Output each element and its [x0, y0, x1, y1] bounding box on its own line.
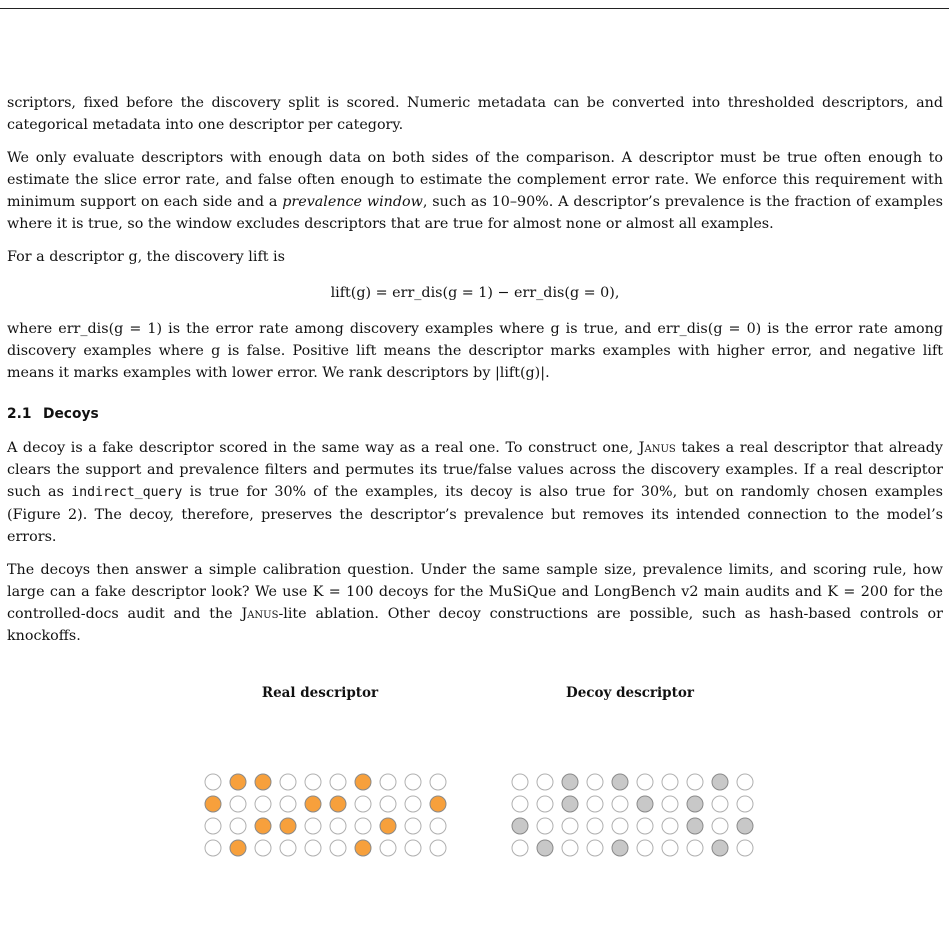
decoy-grid-dot-false [612, 796, 628, 812]
section-number: 2.1 [7, 406, 32, 422]
decoy-grid-dot-true [537, 840, 553, 856]
decoy-grid-dot-true [562, 774, 578, 790]
real-grid-dot-true [380, 818, 396, 834]
decoy-grid-dot-false [537, 818, 553, 834]
paragraph-6-text-b: -lite ablation. Other decoy constructions are possible, such as hash-based controls or knockoffs. [7, 606, 943, 644]
decoy-grid-dot-true [612, 840, 628, 856]
decoy-grid-dot-true [637, 796, 653, 812]
real-grid-dot-true [330, 796, 346, 812]
paragraph-2-text-a: We only evaluate descriptors with enough data on both sides of the comparison. A descriptor must be true often enough to estimate the slice error rate, and false often enough to estimate the complement error rate. We enforce this requirement with minimum support on each side and a [7, 150, 943, 210]
paragraph-5 [7, 437, 943, 548]
decoy-grid-dot-false [612, 818, 628, 834]
decoy-grid-dot-false [637, 774, 653, 790]
decoy-grid-dot-true [737, 818, 753, 834]
real-grid-dot-true [255, 774, 271, 790]
real-grid-dot-false [305, 774, 321, 790]
real-grid-dot-true [255, 818, 271, 834]
janus-lite-name: Janus [241, 606, 279, 622]
decoy-grid-dot-true [687, 796, 703, 812]
decoy-grid-dot-true [687, 818, 703, 834]
decoy-grid-dot-false [737, 774, 753, 790]
paragraph-1: scriptors, fixed before the discovery split is scored. Numeric metadata can be converted into thresholded descriptors, and categorical metadata into one descriptor per category. [7, 95, 943, 133]
decoy-grid-dot-false [512, 840, 528, 856]
decoy-grid-dot-true [512, 818, 528, 834]
decoy-grid-dot-true [712, 774, 728, 790]
real-grid-dot-false [380, 840, 396, 856]
real-grid-dot-false [430, 774, 446, 790]
real-grid-dot-false [205, 818, 221, 834]
lift-equation: lift(g) = err_dis(g = 1) − err_dis(g = 0), [330, 285, 620, 301]
real-grid-dot-false [430, 840, 446, 856]
decoy-grid-dot-false [587, 818, 603, 834]
decoy-grid-dot-false [687, 774, 703, 790]
real-grid-dot-false [280, 840, 296, 856]
janus-name: Janus [638, 440, 676, 456]
real-grid-dot-true [280, 818, 296, 834]
decoy-grid-dot-false [737, 840, 753, 856]
decoy-grid [512, 774, 753, 856]
decoy-grid-dot-false [662, 818, 678, 834]
decoy-grid-dot-false [662, 796, 678, 812]
real-grid-dot-false [405, 796, 421, 812]
real-grid-dot-false [205, 774, 221, 790]
real-grid-dot-true [355, 774, 371, 790]
real-descriptor-title: Real descriptor [261, 685, 379, 701]
real-grid-dot-false [205, 840, 221, 856]
real-grid-dot-false [430, 818, 446, 834]
decoy-grid-dot-false [512, 774, 528, 790]
dot-grids [0, 665, 949, 952]
decoy-grid-dot-true [712, 840, 728, 856]
real-grid-dot-false [230, 796, 246, 812]
real-grid-dot-false [405, 840, 421, 856]
real-grid-dot-false [405, 774, 421, 790]
paragraph-2 [7, 147, 943, 235]
section-title: Decoys [43, 406, 99, 422]
real-grid-dot-false [280, 796, 296, 812]
decoy-grid-dot-false [537, 796, 553, 812]
decoy-grid-dot-true [562, 796, 578, 812]
real-grid-dot-false [330, 774, 346, 790]
real-grid-dot-false [380, 774, 396, 790]
top-rule [0, 8, 949, 9]
decoy-grid-dot-false [637, 818, 653, 834]
figure-2 [0, 665, 949, 952]
prevalence-window-term: prevalence window [282, 194, 423, 210]
paper-body [7, 92, 943, 647]
decoy-grid-dot-false [587, 840, 603, 856]
paragraph-5-text-c: is true for 30% of the examples, its decoy is also true for 30%, but on randomly chosen examples (Figure 2). The decoy, therefore, preserves the descriptor’s prevalence but removes its intended connection to the model’s errors. [7, 484, 943, 545]
paragraph-5-text-b: takes a real descriptor that already clears the support and prevalence filters and permutes its true/false values across the discovery examples. If a real descriptor such as [7, 440, 943, 500]
real-grid-dot-true [205, 796, 221, 812]
real-grid-dot-false [355, 796, 371, 812]
decoy-grid-dot-false [662, 774, 678, 790]
decoy-grid-dot-false [712, 818, 728, 834]
decoy-grid-dot-true [612, 774, 628, 790]
real-grid-dot-true [305, 796, 321, 812]
real-grid-dot-false [355, 818, 371, 834]
paragraph-3: For a descriptor g, the discovery lift is [7, 249, 285, 265]
real-grid-dot-true [355, 840, 371, 856]
decoy-grid-dot-false [537, 774, 553, 790]
decoy-grid-dot-false [587, 796, 603, 812]
real-grid-dot-true [230, 774, 246, 790]
real-grid-dot-false [230, 818, 246, 834]
real-grid-dot-true [430, 796, 446, 812]
section-heading [7, 406, 943, 422]
real-grid-dot-false [255, 840, 271, 856]
decoy-grid-dot-false [687, 840, 703, 856]
decoy-grid-dot-false [562, 840, 578, 856]
real-grid-dot-false [280, 774, 296, 790]
paragraph-2-text-b: , such as 10–90%. A descriptor’s prevalence is the fraction of examples where it is true, so the window excludes descriptors that are true for almost none or almost all examples. [7, 194, 943, 232]
real-grid-dot-false [405, 818, 421, 834]
real-grid-dot-false [305, 840, 321, 856]
decoy-grid-dot-false [737, 796, 753, 812]
paragraph-5-text-a: A decoy is a fake descriptor scored in the same way as a real one. To construct one, [7, 440, 639, 456]
real-grid [205, 774, 446, 856]
decoy-grid-dot-false [512, 796, 528, 812]
real-grid-dot-false [305, 818, 321, 834]
decoy-grid-dot-false [662, 840, 678, 856]
decoy-grid-dot-false [712, 796, 728, 812]
real-grid-dot-false [255, 796, 271, 812]
real-grid-dot-false [380, 796, 396, 812]
decoy-grid-dot-false [562, 818, 578, 834]
real-grid-dot-false [330, 840, 346, 856]
real-grid-dot-true [230, 840, 246, 856]
paragraph-4: where err_dis(g = 1) is the error rate among discovery examples where g is true, and err_dis(g = 0) is the error rate among discovery examples where g is false. Positive lift means the descriptor marks examples with higher error, and negative lift means it marks examples with lower error. We rank descriptors by |lift(g)|. [7, 321, 943, 381]
paragraph-6-text-a: The decoys then answer a simple calibration question. Under the same sample size, prevalence limits, and scoring rule, how large can a fake descriptor look? We use K = 100 decoys for the MuSiQue and LongBench v2 main audits and K = 200 for the controlled-docs audit and the [7, 562, 943, 622]
paragraph-6 [7, 559, 943, 647]
decoy-grid-dot-false [637, 840, 653, 856]
code-indirect-query: indirect_query [71, 485, 183, 500]
real-grid-dot-false [330, 818, 346, 834]
decoy-grid-dot-false [587, 774, 603, 790]
decoy-descriptor-title: Decoy descriptor [566, 685, 694, 701]
